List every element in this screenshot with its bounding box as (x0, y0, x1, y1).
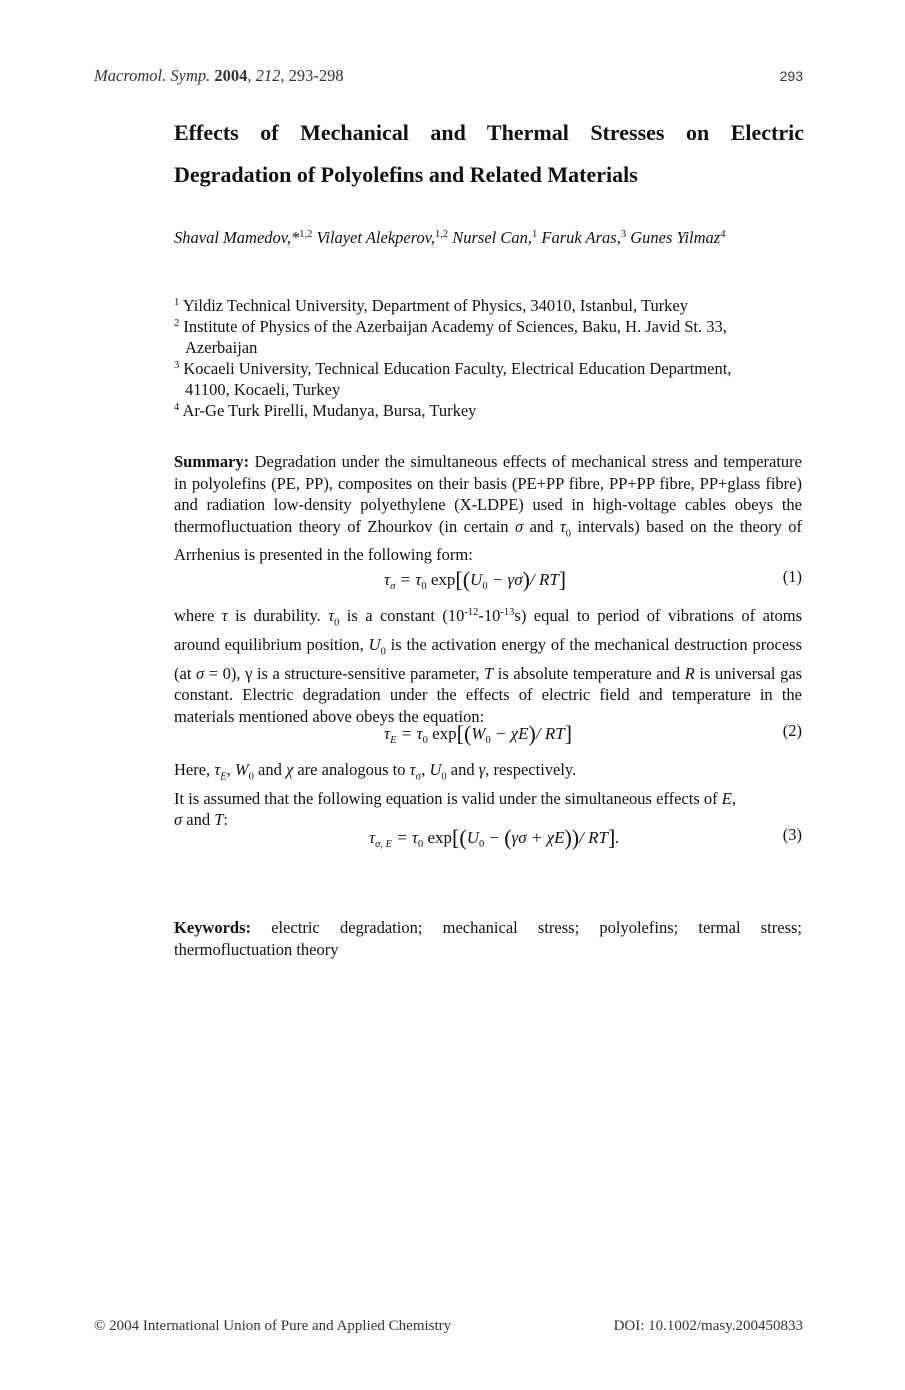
journal-volume: 212, (255, 66, 285, 85)
equation-number: (2) (782, 721, 802, 740)
copyright-footer: © 2004 International Union of Pure and Applied Chemistry (94, 1318, 452, 1334)
paper-title (174, 112, 804, 196)
equation-number: (1) (782, 567, 802, 586)
author-name: Gunes Yilmaz (630, 228, 721, 247)
affiliation-4: $^4$ Ar-Ge Turk Pirelli, Mudanya, Bursa, Turkey (174, 401, 477, 420)
running-head: Macromol. Symp. 2004, 212, 293-298 (94, 66, 344, 85)
author-affil-sup: 1,2 (299, 229, 313, 240)
affiliation-1: $^1$ Yildiz Technical University, Department of Physics, 34010, Istanbul, Turkey (174, 296, 689, 315)
affiliation-3: $^3$ Kocaeli University, Technical Education Faculty, Electrical Education Department, 41100, Kocaeli, Turkey (174, 359, 732, 399)
author-affil-sup: 4 (720, 229, 726, 240)
author-name: Shaval Mamedov,* (174, 228, 300, 247)
page-number: 293 (779, 68, 803, 84)
keywords-label: Keywords: (174, 918, 251, 937)
keywords-paragraph: Keywords: electric degradation; mechanical stress; polyolefins; termal stress; thermofluctuation theory (174, 918, 802, 959)
author-affil-sup: 3 (620, 229, 627, 240)
author-name: Nursel Can, (452, 228, 533, 247)
equation-3: $\tau_{\sigma, E} = \tau_0$ $\exp[(U_0 - (\gamma\sigma + \chi E))/$ RT]. (3) (369, 825, 802, 850)
author-affil-sup: 1,2 (435, 229, 449, 240)
equation-1: $\tau_\sigma = \tau_0$ $\exp[(U_0 - \gamma\sigma)/$ RT] (1) (384, 567, 802, 592)
equation-number: (3) (782, 825, 802, 844)
summary-label: Summary: (174, 452, 250, 471)
author-list (174, 228, 814, 248)
journal-pages: 293-298 (288, 66, 344, 85)
here-paragraph: Here, $\tau_E$, $W_0$ and χ are analogous to $\tau_\sigma$, $U_0$ and γ, respectively. It is assumed that the following equation is valid under the simultaneous effects of E, σ and T: (174, 760, 736, 830)
equation-2: $\tau_E = \tau_0$ $\exp[(W_0 - \chi E)/$ RT] (2) (384, 721, 802, 746)
journal-name: Macromol. Symp. (94, 66, 211, 85)
author-name: Vilayet Alekperov, (316, 228, 435, 247)
title-line-1: Effects of Mechanical and Thermal Stresses on Electric (174, 120, 804, 145)
author-affil-sup: 1 (532, 229, 538, 240)
where-paragraph: where τ is durability. $\tau_0$ is a constant $(10^{-12}-10^{-13}s)$ equal to period of vibrations of atoms around equilibrium position, $U_0$ is the activation energy of the mechanical destruction process (at σ = 0), γ is a structure-sensitive parameter, T is absolute temperature and R is universal gas constant. Electric degradation under the effects of electric field and temperature in the materials mentioned above obeys the equation: (174, 606, 803, 726)
doi-footer: DOI: 10.1002/masy.200450833 (613, 1318, 803, 1334)
affiliation-2: $^2$ Institute of Physics of the Azerbaijan Academy of Sciences, Baku, H. Javid St. 33, Azerbaijan (174, 317, 727, 357)
title-line-2: Degradation of Polyolefins and Related Materials (174, 162, 638, 187)
author-name: Faruk Aras, (541, 228, 621, 247)
summary-paragraph: Summary: Degradation under the simultaneous effects of mechanical stress and temperature in polyolefins (PE, PP), composites on their basis (PE+PP fibre, PP+PP fibre, PP+glass fibre) and radiation low-density polyethylene (X-LDPE) used in high-voltage cables obeys the thermofluctuation theory of Zhourkov (in certain σ and $\tau_0$ intervals) based on the theory of Arrhenius is presented in the following form: (174, 452, 803, 565)
journal-year: 2004 (214, 66, 248, 85)
